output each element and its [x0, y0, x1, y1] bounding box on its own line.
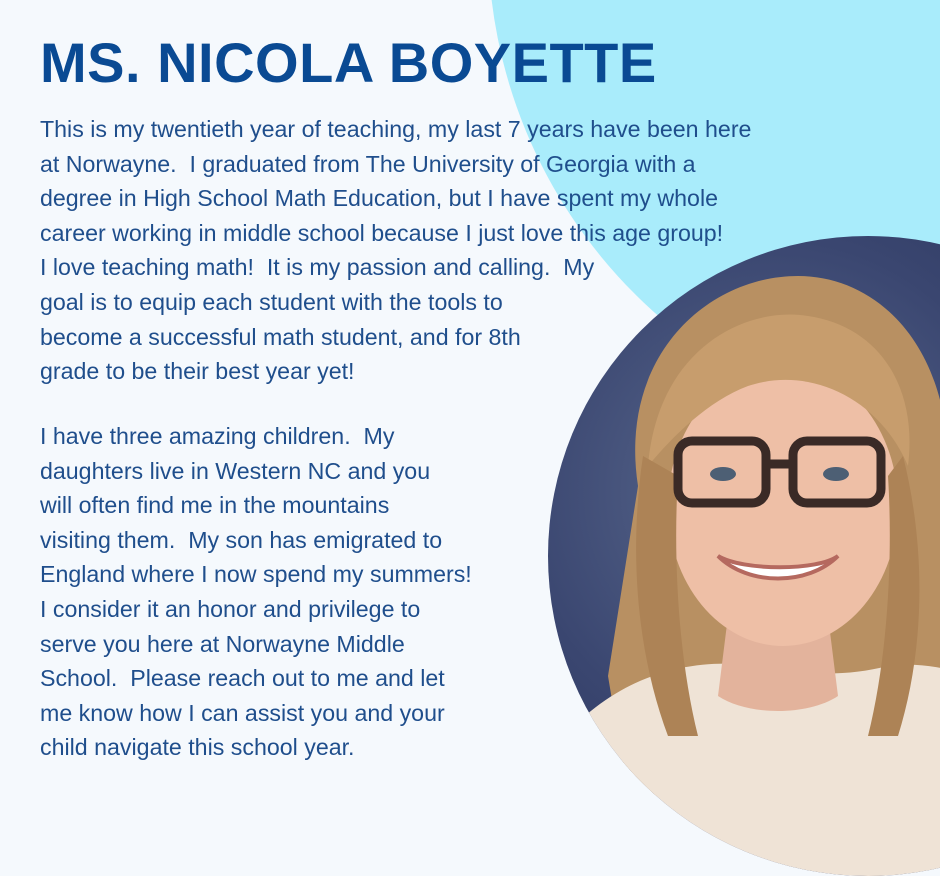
bio-line: become a successful math student, and for 8th — [40, 323, 521, 350]
bio-line: will often find me in the mountains — [40, 492, 390, 519]
bio-line: I have three amazing children. My — [40, 423, 395, 449]
bio-line: School. Please reach out to me and let — [40, 665, 445, 692]
bio-line: me know how I can assist you and your — [40, 699, 445, 726]
bio-line: visiting them. My son has emigrated to — [40, 526, 443, 553]
bio-line: serve you here at Norwayne Middle — [40, 630, 405, 657]
bio-line: at Norwayne. I graduated from The University of Georgia with a — [40, 150, 696, 177]
bio-paragraph-family — [40, 419, 472, 765]
bio-line: career working in middle school because I just love this age group! — [40, 219, 724, 246]
bio-line: I consider it an honor and privilege to — [40, 595, 421, 622]
bio-line: daughters live in Western NC and you — [40, 457, 431, 484]
bio-line: grade to be their best year yet! — [40, 358, 355, 385]
bio-paragraph-teaching — [40, 112, 751, 389]
bio-line: England where I now spend my summers! — [40, 561, 472, 588]
page-title: MS. NICOLA BOYETTE — [40, 31, 657, 94]
bio-line: This is my twentieth year of teaching, my last 7 years have been here — [40, 116, 752, 142]
bio-line: I love teaching math! It is my passion and calling. My — [40, 254, 595, 281]
bio-line: goal is to equip each student with the tools to — [40, 288, 503, 315]
bio-line: degree in High School Math Education, but I have spent my whole — [40, 185, 718, 212]
bio-line: child navigate this school year. — [40, 734, 355, 761]
